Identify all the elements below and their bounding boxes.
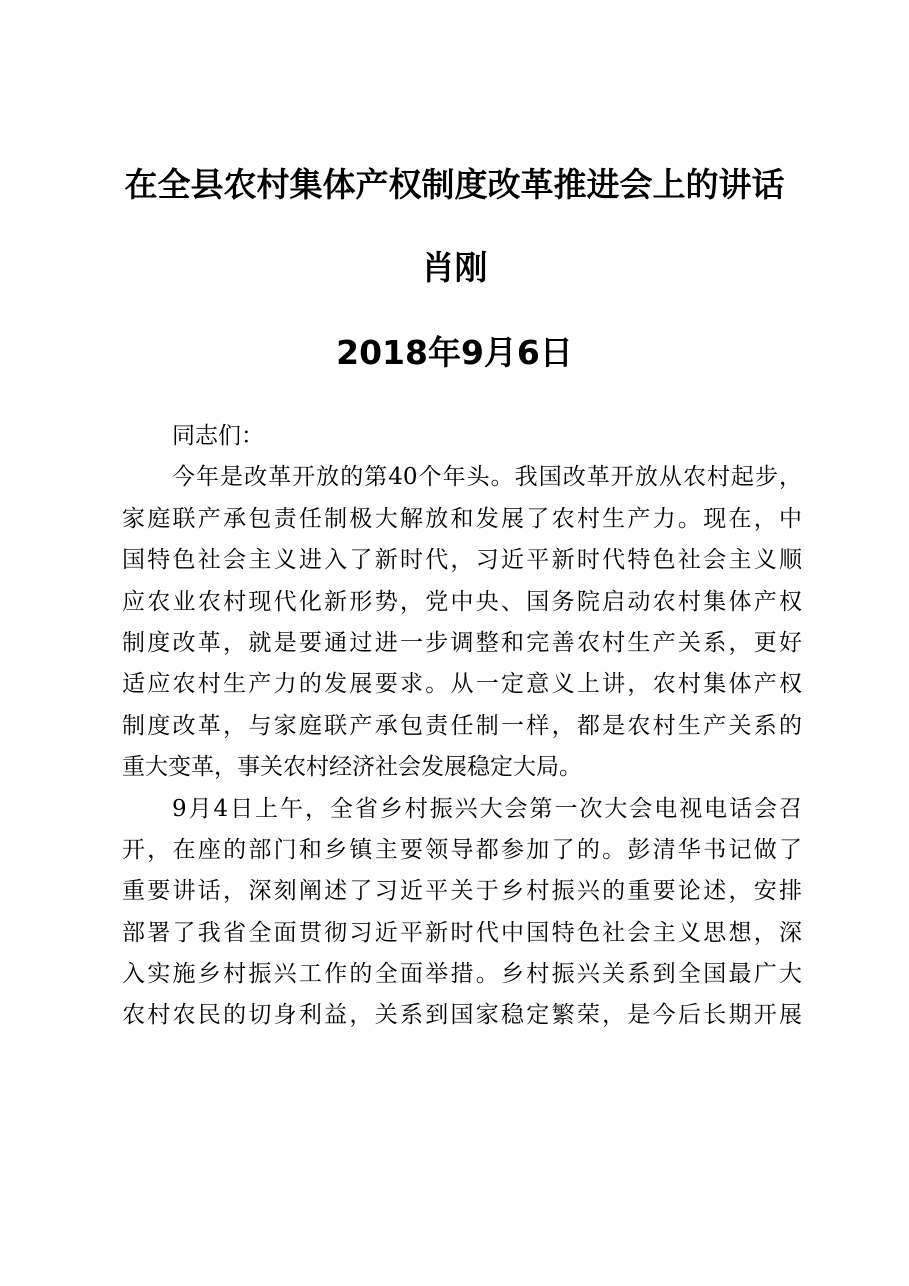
paragraph-line: 国特色社会主义进入了新时代，习近平新时代特色社会主义顺 xyxy=(122,547,802,574)
document-body xyxy=(122,416,802,1037)
salutation: 同志们： xyxy=(172,423,264,449)
paragraph-line: 开，在座的部门和乡镇主要领导都参加了的。彭清华书记做了 xyxy=(122,836,802,863)
paragraph-line: 重要讲话，深刻阐述了习近平关于乡村振兴的重要论述，安排 xyxy=(122,878,802,905)
paragraph-line: 适应农村生产力的发展要求。从一定意义上讲，农村集体产权 xyxy=(122,671,802,698)
paragraph-line: 今年是改革开放的第40个年头。我国改革开放从农村起步， xyxy=(172,464,802,491)
paragraph-2 xyxy=(122,789,802,1037)
paragraph-line: 应农业农村现代化新形势，党中央、国务院启动农村集体产权 xyxy=(122,588,802,615)
paragraph-line: 制度改革，就是要通过进一步调整和完善农村生产关系，更好 xyxy=(122,629,802,656)
document-title: 在全县农村集体产权制度改革推进会上的讲话 xyxy=(124,165,785,204)
document-date: 2018年9月6日 xyxy=(336,333,573,372)
paragraph-line: 9月4日上午，全省乡村振兴大会第一次大会电视电话会召 xyxy=(172,795,802,822)
paragraph-1 xyxy=(122,457,802,788)
paragraph-line: 部署了我省全面贯彻习近平新时代中国特色社会主义思想，深 xyxy=(122,919,802,946)
paragraph-line: 重大变革，事关农村经济社会发展稳定大局。 xyxy=(122,754,582,781)
paragraph-line: 制度改革，与家庭联产承包责任制一样，都是农村生产关系的 xyxy=(122,712,802,739)
document-author: 肖刚 xyxy=(421,248,488,287)
paragraph-line: 农村农民的切身利益，关系到国家稳定繁荣，是今后长期开展 xyxy=(122,1002,802,1029)
paragraph-line: 家庭联产承包责任制极大解放和发展了农村生产力。现在，中 xyxy=(122,505,802,532)
paragraph-line: 入实施乡村振兴工作的全面举措。乡村振兴关系到全国最广大 xyxy=(122,961,802,988)
